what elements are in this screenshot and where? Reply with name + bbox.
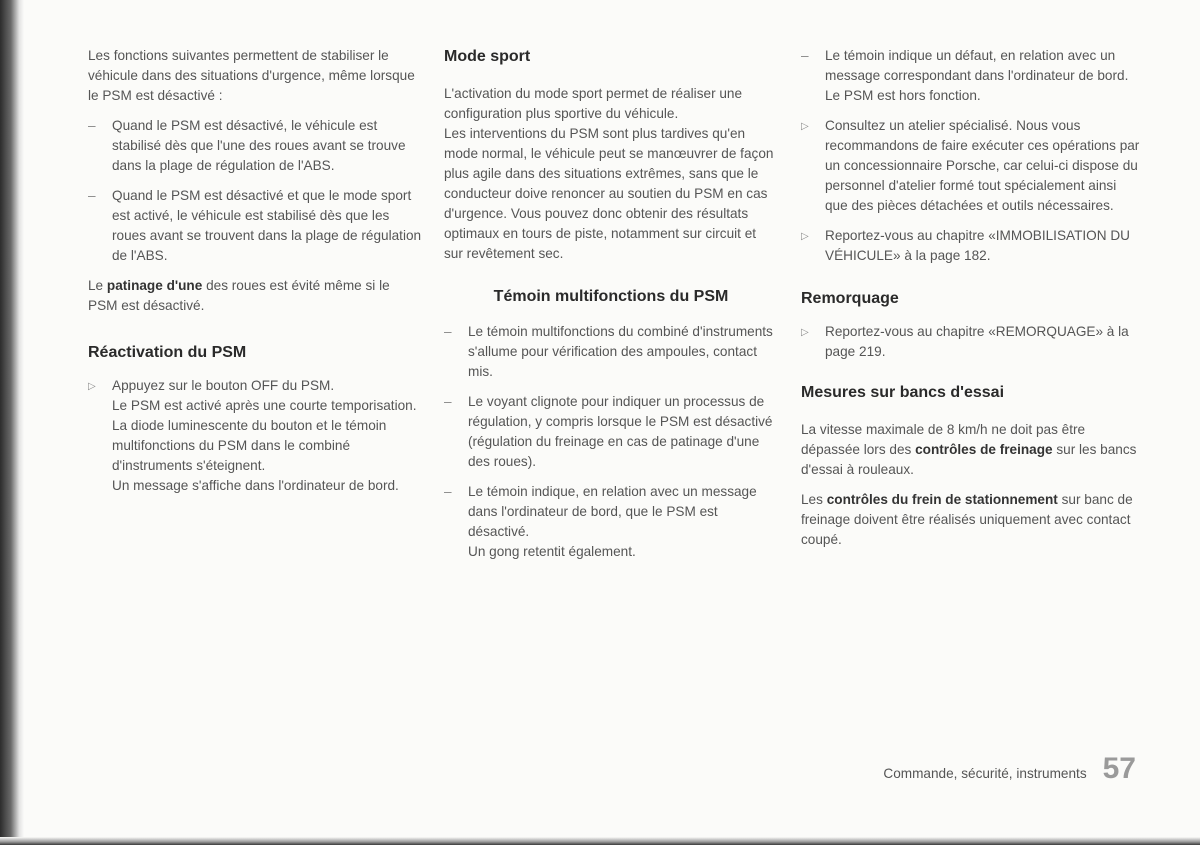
list-item: [88, 116, 422, 176]
instruction-result: Le PSM est activé après une courte temporisation.: [112, 398, 417, 413]
triangle-arrow-icon: ▷: [801, 231, 809, 242]
instruction-result: Un message s'affiche dans l'ordinateur de bord.: [112, 478, 399, 493]
intro-paragraph: Les fonctions suivantes permettent de stabiliser le véhicule dans des situations d'urgence, même lorsque le PSM est désactivé :: [88, 48, 415, 103]
section-heading-mode-sport: Mode sport: [444, 48, 531, 65]
section-heading-reactivation: Réactivation du PSM: [88, 344, 247, 361]
list-item-text: Le voyant clignote pour indiquer un processus de régulation, y compris lorsque le PSM est désactivé (régulation du freinage en cas de patinage d'une des roues).: [468, 394, 773, 469]
dash-marker: –: [88, 188, 96, 203]
list-item-text: Le témoin indique un défaut, en relation avec un message correspondant dans l'ordinateur de bord.: [825, 48, 1129, 83]
section-title: Commande, sécurité, instruments: [883, 766, 1087, 781]
mode-sport-paragraph: L'activation du mode sport permet de réaliser une configuration plus sportive du véhicule.: [444, 86, 743, 121]
bold-term: contrôles de freinage: [915, 442, 1053, 457]
list-item-text: Le témoin multifonctions du combiné d'instruments s'allume pour vérification des ampoules, contact mis.: [468, 324, 773, 379]
patinage-paragraph: Le patinage d'une des roues est évité même si le PSM est désactivé.: [88, 278, 390, 313]
bold-term: patinage d'une: [106, 278, 203, 293]
mode-sport-paragraph: Les interventions du PSM sont plus tardives qu'en mode normal, le véhicule peut se manœuvrer de façon plus agile dans des situations extrêmes, sans que le conducteur doive renoncer au soutien du PSM en cas d'urgence. Vous pouvez donc obtenir des résultats optimaux en tours de piste, notamment sur circuit et sur revêtement sec.: [444, 126, 774, 261]
list-item-text: Un gong retentit également.: [468, 544, 636, 559]
triangle-arrow-icon: ▷: [88, 381, 96, 392]
bold-term: contrôles du frein de stationnement: [826, 492, 1058, 507]
mesures-paragraph: Les contrôles du frein de stationnement sur banc de freinage doivent être réalisés uniquement avec contact coupé.: [801, 492, 1133, 547]
instruction-text: Consultez un atelier spécialisé. Nous vous recommandons de faire exécuter ces opérations par un concessionnaire Porsche, car celui-ci dispose du personnel d'atelier formé tout spécialement ainsi que des pièces détachées et outils nécessaires.: [825, 118, 1140, 213]
list-item: [801, 46, 1141, 106]
dash-marker: –: [444, 484, 452, 499]
triangle-arrow-icon: ▷: [801, 121, 809, 132]
page-number: 57: [1102, 752, 1136, 785]
dash-marker: –: [444, 324, 452, 339]
instruction-result: La diode luminescente du bouton et le témoin multifonctions du PSM dans le combiné d'instruments s'éteignent.: [112, 418, 387, 473]
list-item-text: Quand le PSM est désactivé, le véhicule est stabilisé dès que l'une des roues avant se trouve dans la plage de régulation de l'ABS.: [112, 118, 406, 173]
instruction-action: Appuyez sur le bouton OFF du PSM.: [112, 378, 335, 393]
instruction-text: Reportez-vous au chapitre «IMMOBILISATION DU VÉHICULE» à la page 182.: [825, 228, 1130, 263]
section-heading-temoin: Témoin multifonctions du PSM: [493, 288, 729, 305]
dash-marker: –: [801, 48, 809, 63]
list-item-text: Le témoin indique, en relation avec un message dans l'ordinateur de bord, que le PSM est désactivé.: [468, 484, 757, 539]
list-item: [444, 392, 778, 472]
column-right: [801, 46, 1141, 560]
instruction-item: [801, 226, 1141, 266]
instruction-item: [88, 376, 422, 496]
instruction-item: [801, 116, 1141, 216]
book-binding-shadow: [0, 0, 24, 845]
page-footer: [883, 752, 1136, 786]
dash-marker: –: [88, 118, 96, 133]
instruction-text: Reportez-vous au chapitre «REMORQUAGE» à la page 219.: [825, 324, 1129, 359]
triangle-arrow-icon: ▷: [801, 327, 809, 338]
section-heading-mesures: Mesures sur bancs d'essai: [801, 384, 1005, 401]
list-item-text: Le PSM est hors fonction.: [825, 88, 981, 103]
list-item: [88, 186, 422, 266]
list-item: [444, 322, 778, 382]
mesures-paragraph: La vitesse maximale de 8 km/h ne doit pas être dépassée lors des contrôles de freinage sur les bancs d'essai à rouleaux.: [801, 422, 1137, 477]
column-left: [88, 46, 422, 506]
list-item-text: Quand le PSM est désactivé et que le mode sport est activé, le véhicule est stabilisé dès que les roues avant se trouvent dans la plage de régulation de l'ABS.: [112, 188, 422, 263]
column-middle: [444, 46, 778, 572]
page-bottom-edge: [0, 837, 1200, 845]
instruction-item: [801, 322, 1141, 362]
list-item: [444, 482, 778, 562]
dash-marker: –: [444, 394, 452, 409]
section-heading-remorquage: Remorquage: [801, 290, 899, 307]
